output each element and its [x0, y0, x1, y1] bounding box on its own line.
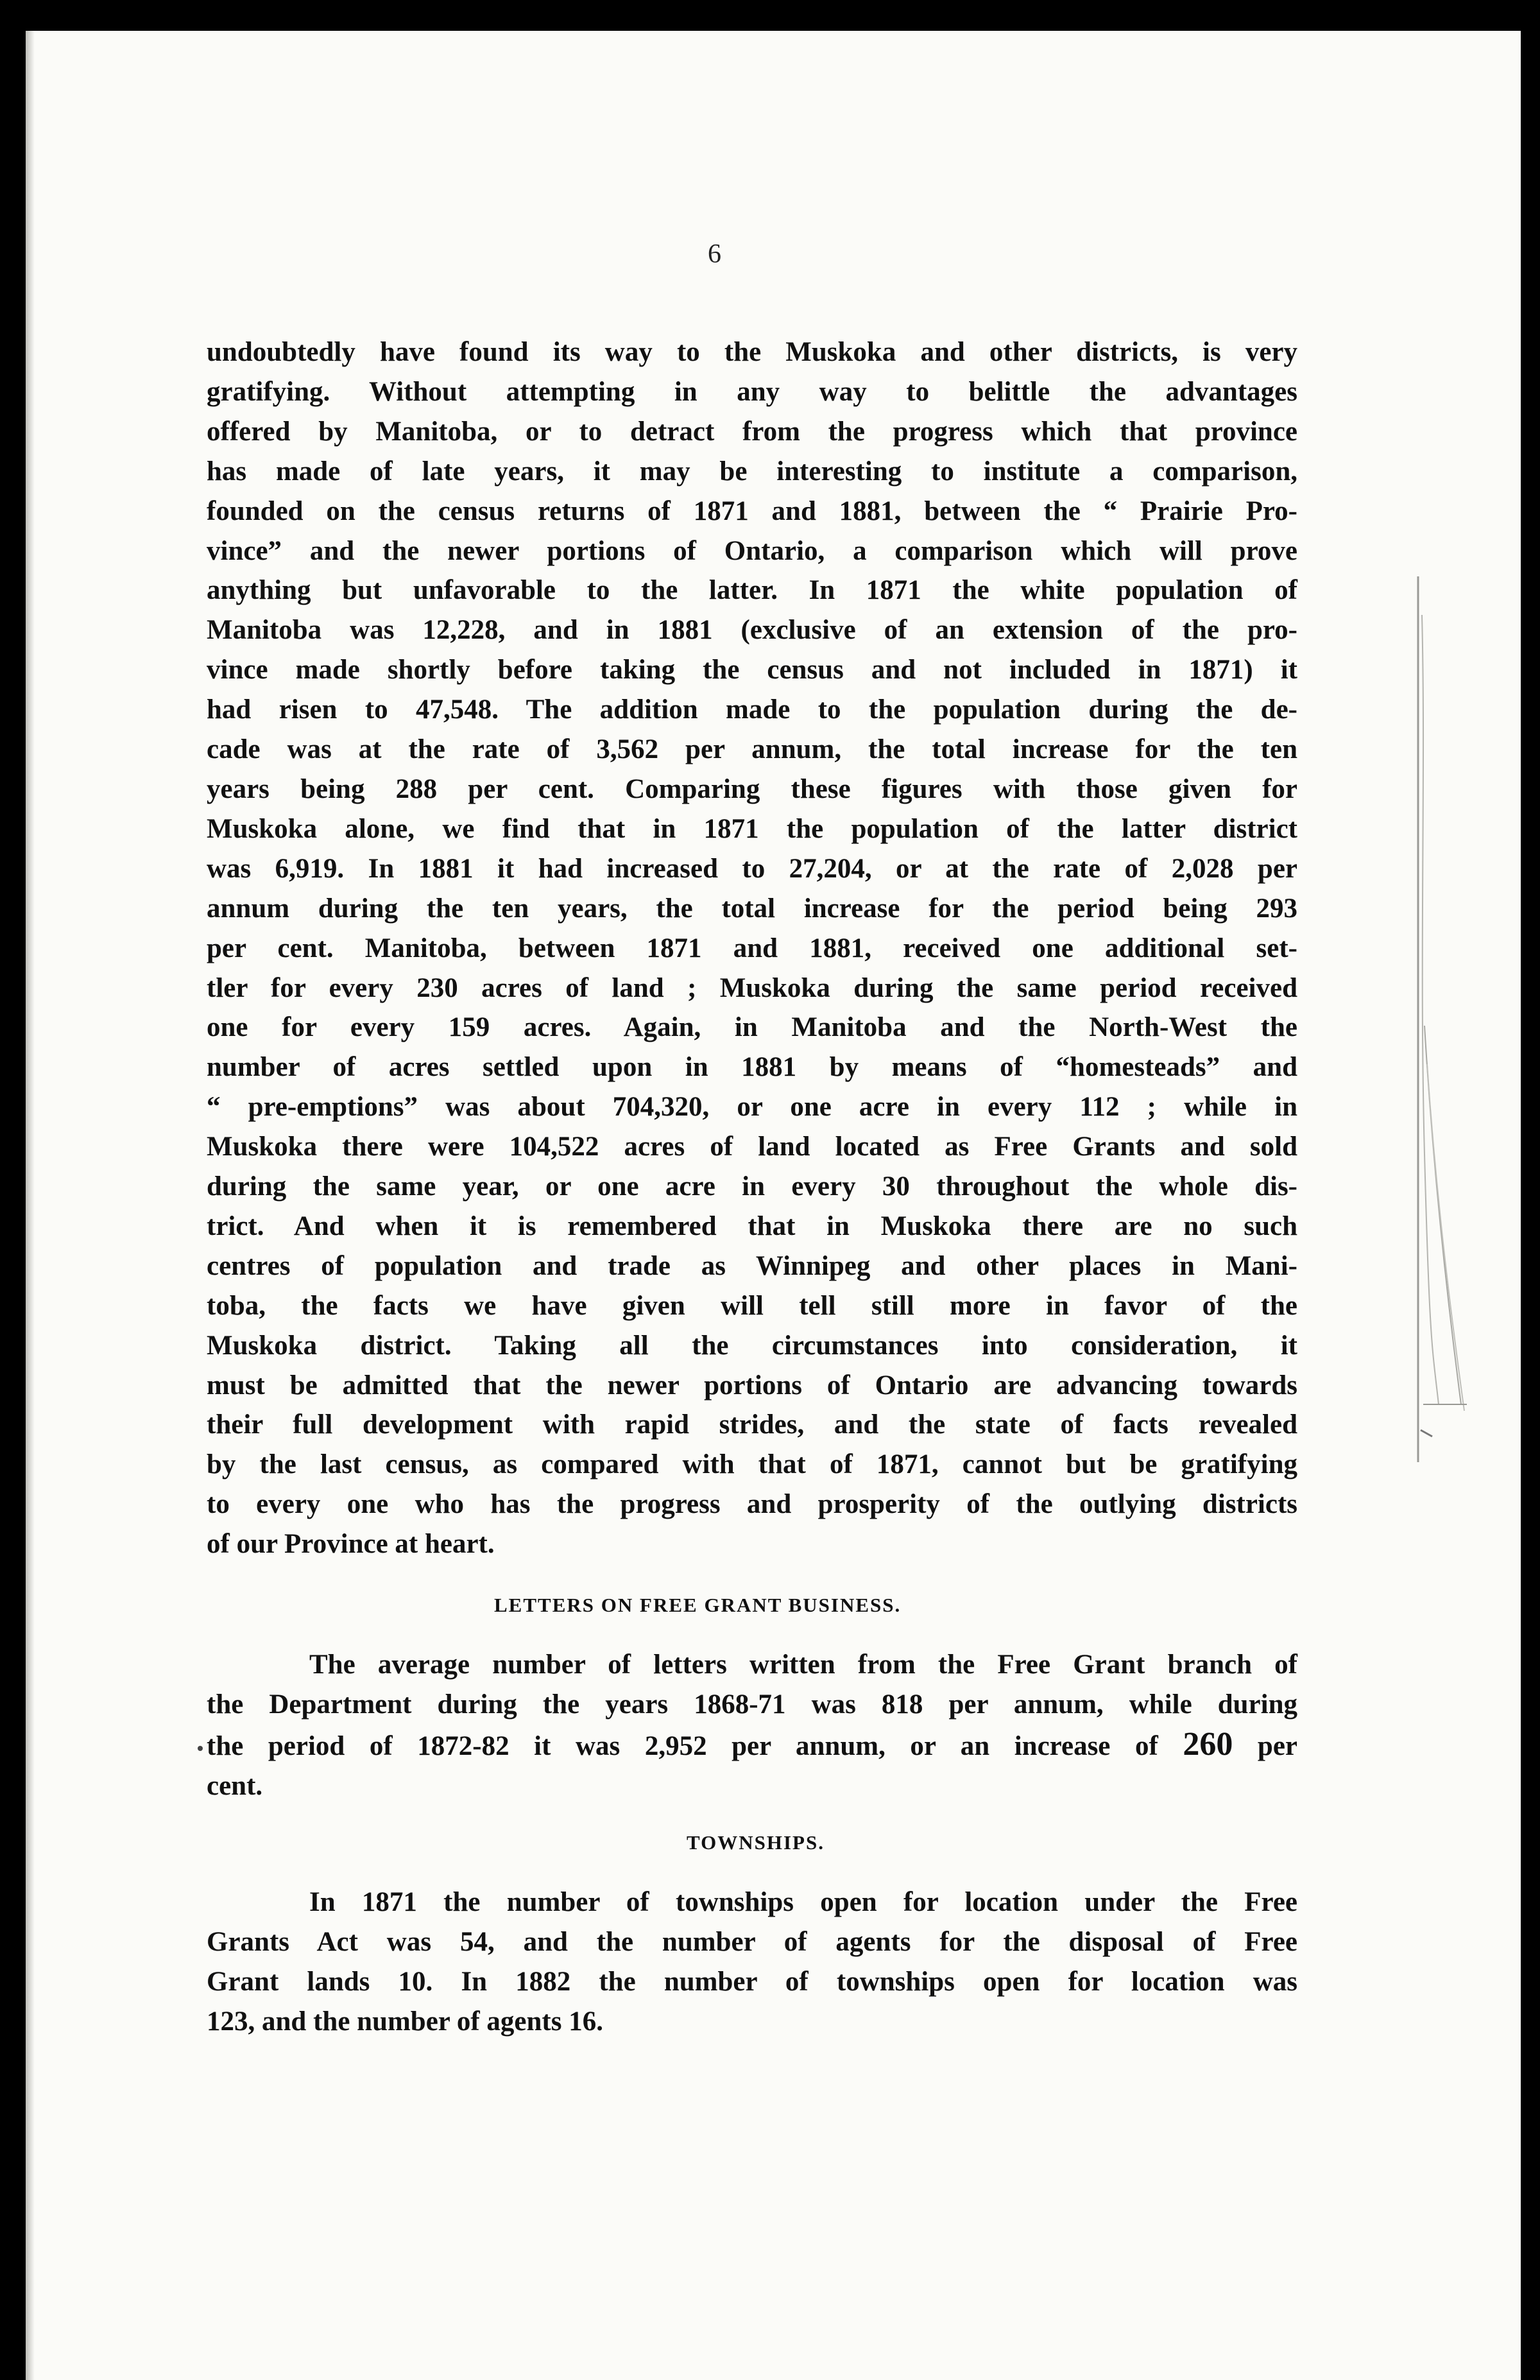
text-line-with-emphasis — [207, 1725, 1297, 1766]
text-line: must be admitted that the newer portions of Ontario are advancing towards — [207, 1370, 1297, 1401]
text-line: toba, the facts we have given will tell still more in favor of the — [207, 1290, 1297, 1321]
text-line: cent. — [207, 1770, 263, 1801]
text-line: Grants Act was 54, and the number of agents for the disposal of Free — [207, 1926, 1297, 1957]
text-line: has made of late years, it may be interesting to institute a comparison, — [207, 456, 1297, 487]
binding-thread-illustration — [1413, 576, 1471, 1475]
text-line: undoubtedly have found its way to the Muskoka and other districts, is very — [207, 337, 1297, 367]
text-line: was 6,919. In 1881 it had increased to 27,204, or at the rate of 2,028 per — [207, 853, 1297, 884]
text-line: one for every 159 acres. Again, in Manitoba and the North-West the — [207, 1012, 1297, 1043]
text-line: gratifying. Without attempting in any way to belittle the advantages — [207, 376, 1297, 407]
text-line: In 1871 the number of townships open for location under the Free — [309, 1887, 1297, 1917]
text-line: vince” and the newer portions of Ontario, a comparison which will prove — [207, 535, 1297, 566]
paragraph-letters — [207, 1645, 1297, 1806]
text-line: per cent. Manitoba, between 1871 and 1881, received one additional set- — [207, 933, 1297, 963]
text-line: of our Province at heart. — [207, 1529, 495, 1560]
text-line: to every one who has the progress and prosperity of the outlying districts — [207, 1489, 1297, 1520]
text-line: tler for every 230 acres of land ; Muskoka during the same period received — [207, 972, 1297, 1003]
text-fragment: the period of 1872-82 it was 2,952 per annum, or an increase of — [207, 1730, 1183, 1761]
text-line: had risen to 47,548. The addition made to the population during the de- — [207, 694, 1297, 725]
page-number: 6 — [708, 239, 721, 269]
text-line: during the same year, or one acre in every 30 throughout the whole dis- — [207, 1171, 1297, 1202]
text-line: founded on the census returns of 1871 and 1881, between the “ Prairie Pro- — [207, 496, 1297, 526]
text-line: the Department during the years 1868-71 was 818 per annum, while during — [207, 1689, 1297, 1720]
text-line: by the last census, as compared with that of 1871, cannot but be gratifying — [207, 1449, 1297, 1480]
paragraph-townships — [207, 1883, 1297, 2042]
text-line: trict. And when it is remembered that in Muskoka there are no such — [207, 1211, 1297, 1241]
text-line: anything but unfavorable to the latter. In 1871 the white population of — [207, 575, 1297, 606]
text-line: annum during the ten years, the total increase for the period being 293 — [207, 893, 1297, 924]
text-line: years being 288 per cent. Comparing these figures with those given for — [207, 773, 1297, 804]
text-line: The average number of letters written from the Free Grant branch of — [309, 1650, 1297, 1680]
scanned-page — [26, 31, 1521, 2380]
text-line: vince made shortly before taking the census and not included in 1871) it — [207, 655, 1297, 686]
text-line: Manitoba was 12,228, and in 1881 (exclusive of an extension of the pro- — [207, 615, 1297, 646]
text-line: “ pre-emptions” was about 704,320, or one acre in every 112 ; while in — [207, 1092, 1297, 1123]
text-line: Muskoka alone, we find that in 1871 the population of the latter district — [207, 813, 1297, 844]
text-line: Grant lands 10. In 1882 the number of townships open for location was — [207, 1966, 1297, 1997]
text-line: their full development with rapid strides, and the state of facts revealed — [207, 1410, 1297, 1440]
section-heading-townships: TOWNSHIPS. — [687, 1831, 825, 1854]
text-line: Muskoka there were 104,522 acres of land located as Free Grants and sold — [207, 1132, 1297, 1162]
text-line: Muskoka district. Taking all the circumstances into consideration, it — [207, 1330, 1297, 1361]
text-fragment: per — [1233, 1730, 1297, 1761]
paragraph-census-comparison — [207, 332, 1297, 1564]
text-line: 123, and the number of agents 16. — [207, 2006, 603, 2037]
page-edge-shadow — [26, 31, 35, 2380]
margin-ink-mark — [198, 1746, 203, 1751]
text-line: cade was at the rate of 3,562 per annum, the total increase for the ten — [207, 734, 1297, 765]
emphasis-number: 260 — [1183, 1725, 1233, 1763]
text-line: centres of population and trade as Winnipeg and other places in Mani- — [207, 1250, 1297, 1281]
text-line: offered by Manitoba, or to detract from the progress which that province — [207, 416, 1297, 447]
section-heading-letters: LETTERS ON FREE GRANT BUSINESS. — [494, 1594, 902, 1616]
text-line: number of acres settled upon in 1881 by means of “homesteads” and — [207, 1052, 1297, 1083]
